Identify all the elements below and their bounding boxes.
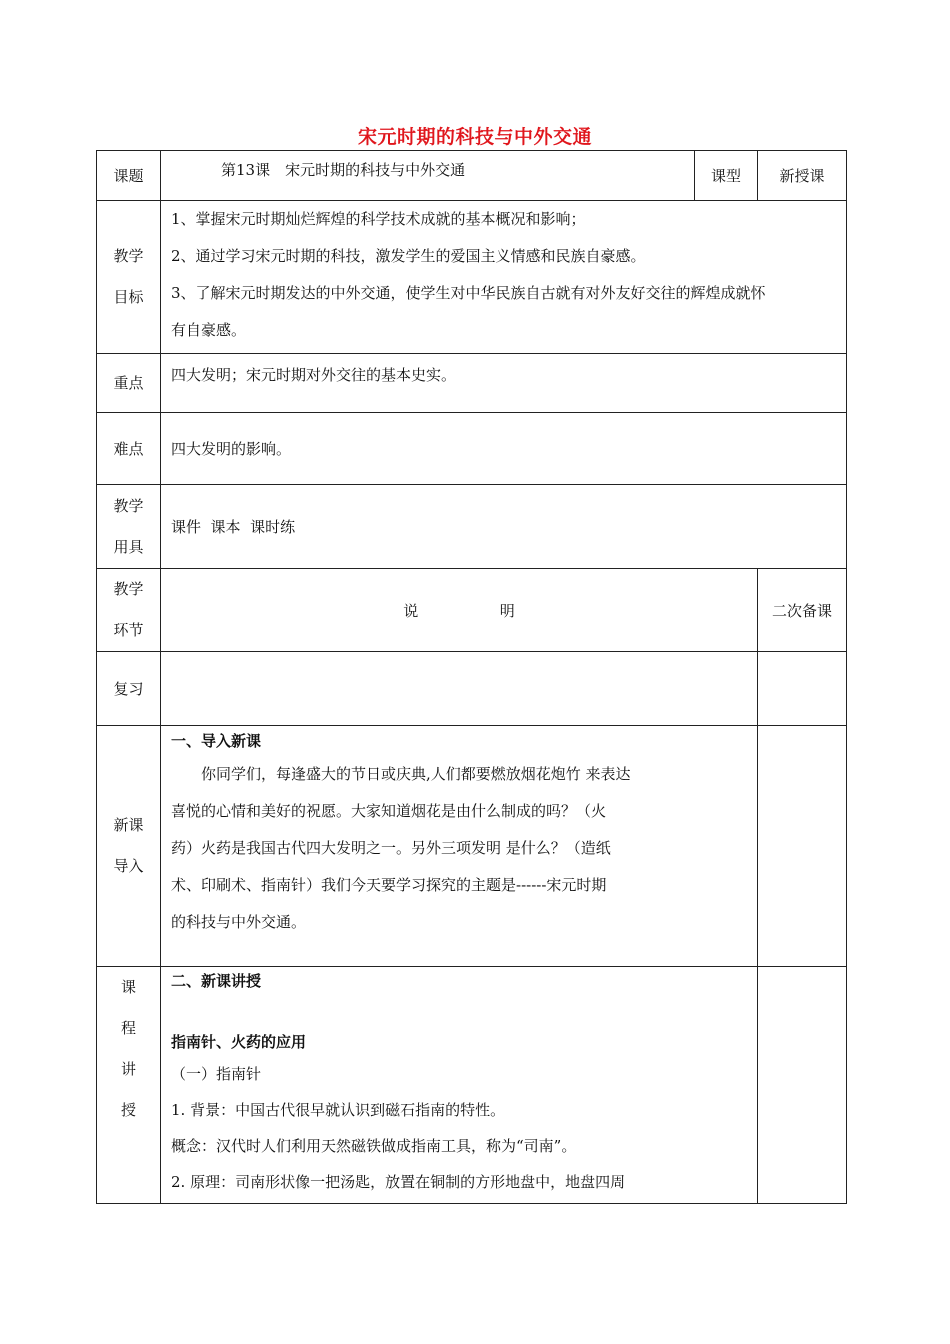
lesson-label-char: 程 bbox=[120, 1019, 136, 1037]
intro-content bbox=[161, 726, 758, 967]
goal-item: 3、了解宋元时期发达的中外交通，使学生对中华民族自古就有对外友好交往的辉煌成就怀 bbox=[171, 284, 766, 302]
description-header bbox=[161, 569, 758, 652]
type-value: 新授课 bbox=[758, 151, 847, 201]
lesson-label-char: 课 bbox=[120, 978, 136, 996]
document-title: 宋元时期的科技与中外交通 bbox=[357, 126, 592, 148]
key-points-text: 四大发明；宋元时期对外交往的基本史实。 bbox=[161, 354, 847, 413]
key-points-label: 重点 bbox=[97, 354, 161, 413]
tools-text: 课件 课本 课时练 bbox=[161, 485, 847, 569]
lesson-plan-table bbox=[96, 150, 847, 1204]
tools-row bbox=[97, 485, 847, 569]
description-header-left: 说 bbox=[403, 601, 419, 620]
lesson-subheading: 指南针、火药的应用 bbox=[171, 1033, 307, 1051]
intro-label-line1: 新课 bbox=[113, 816, 144, 834]
lesson-label-char: 讲 bbox=[120, 1060, 136, 1078]
intro-row bbox=[97, 726, 847, 967]
difficulties-label: 难点 bbox=[97, 413, 161, 485]
goals-content bbox=[161, 201, 847, 354]
stage-label bbox=[97, 569, 161, 652]
topic-row bbox=[97, 151, 847, 201]
review-row bbox=[97, 652, 847, 726]
tools-label-line1: 教学 bbox=[113, 496, 144, 515]
tools-label bbox=[97, 485, 161, 569]
lesson-section: （一）指南针 bbox=[171, 1065, 262, 1083]
spacer bbox=[171, 995, 747, 1028]
intro-line: 你同学们，每逢盛大的节日或庆典,人们都要燃放烟花炮竹 来表达 bbox=[201, 765, 631, 783]
description-header-right: 明 bbox=[499, 601, 515, 620]
goals-label-line2: 目标 bbox=[113, 288, 144, 306]
lesson-line: 1. 背景：中国古代很早就认识到磁石指南的特性。 bbox=[171, 1101, 506, 1119]
lesson-line: 概念：汉代时人们利用天然磁铁做成指南工具，称为“司南”。 bbox=[171, 1137, 577, 1155]
key-points-row bbox=[97, 354, 847, 413]
intro-line: 药）火药是我国古代四大发明之一。另外三项发明 是什么？（造纸 bbox=[171, 839, 611, 857]
goals-row bbox=[97, 201, 847, 354]
goal-item: 2、通过学习宋元时期的科技，激发学生的爱国主义情感和民族自豪感。 bbox=[171, 247, 646, 265]
intro-second-prep bbox=[758, 726, 847, 967]
difficulties-text: 四大发明的影响。 bbox=[161, 413, 847, 485]
intro-label bbox=[97, 726, 161, 967]
stage-label-line1: 教学 bbox=[113, 580, 144, 598]
goal-item: 有自豪感。 bbox=[171, 321, 247, 339]
review-second-prep bbox=[758, 652, 847, 726]
intro-heading: 一、导入新课 bbox=[171, 732, 262, 750]
second-prep-header: 二次备课 bbox=[758, 569, 847, 652]
lesson-heading: 二、新课讲授 bbox=[171, 972, 262, 990]
stage-header-row bbox=[97, 569, 847, 652]
intro-line: 喜悦的心情和美好的祝愿。大家知道烟花是由什么制成的吗？（火 bbox=[171, 802, 607, 820]
lesson-content bbox=[161, 967, 758, 1204]
lesson-label bbox=[97, 967, 161, 1204]
review-label: 复习 bbox=[97, 652, 161, 726]
type-label: 课型 bbox=[695, 151, 758, 201]
lesson-line: 2. 原理：司南形状像一把汤匙，放置在铜制的方形地盘中，地盘四周 bbox=[171, 1173, 626, 1191]
topic-label: 课题 bbox=[97, 151, 161, 201]
lesson-label-char: 授 bbox=[120, 1101, 136, 1119]
intro-label-line2: 导入 bbox=[113, 857, 144, 875]
stage-label-line2: 环节 bbox=[113, 621, 144, 639]
tools-label-line2: 用具 bbox=[113, 537, 144, 556]
intro-line: 的科技与中外交通。 bbox=[171, 913, 307, 931]
lesson-second-prep bbox=[758, 967, 847, 1204]
difficulties-row bbox=[97, 413, 847, 485]
goals-label-line1: 教学 bbox=[113, 247, 144, 265]
lesson-row bbox=[97, 967, 847, 1204]
topic-value: 第13课 宋元时期的科技与中外交通 bbox=[161, 151, 695, 201]
goals-label bbox=[97, 201, 161, 354]
intro-line: 术、印刷术、指南针）我们今天要学习探究的主题是------宋元时期 bbox=[171, 876, 607, 894]
review-content bbox=[161, 652, 758, 726]
goal-item: 1、掌握宋元时期灿烂辉煌的科学技术成就的基本概况和影响； bbox=[171, 210, 586, 228]
